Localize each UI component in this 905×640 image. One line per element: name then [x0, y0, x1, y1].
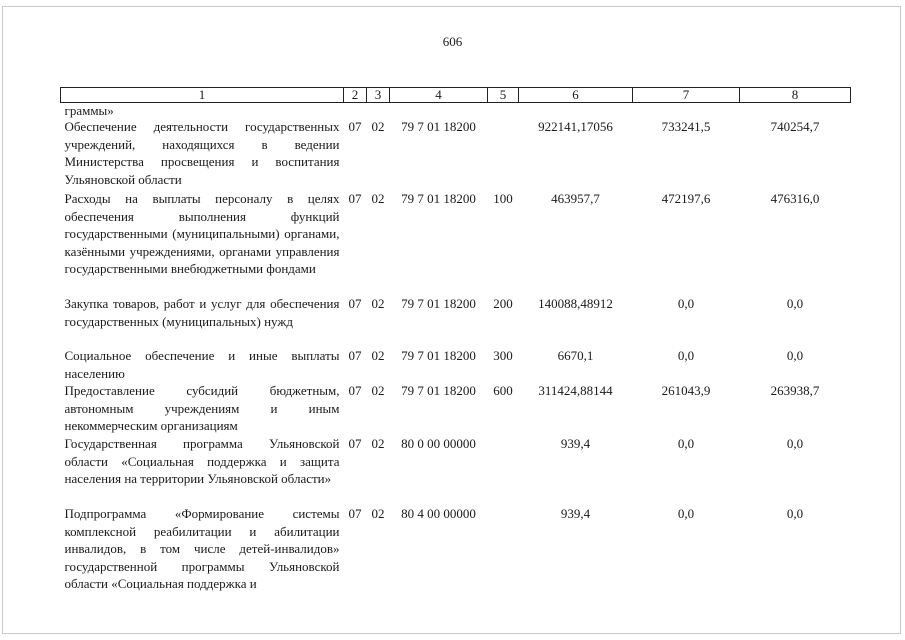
- row-expense-type: [488, 435, 519, 505]
- row-name: Расходы на выплаты персоналу в целях обеспечения выполнения функций государственными (муниципальными) органами, казёнными учреждениями, органами управления государственными внебюджетными фондами: [64, 191, 340, 276]
- row-expense-type: 100: [493, 191, 513, 206]
- row-name: Обеспечение деятельности государственных учреждений, находящихся в ведении Министерства просвещения и воспитания Ульяновской области: [64, 119, 340, 187]
- row-amount-7: 0,0: [677, 348, 695, 363]
- row-amount-6: 6670,1: [557, 348, 594, 363]
- continuation-row: [61, 103, 851, 119]
- row-subsection: 02: [371, 119, 385, 134]
- row-amount-8: 0,0: [786, 296, 804, 311]
- column-header: 1: [61, 88, 344, 103]
- row-amount-6: 311424,88144: [538, 383, 613, 398]
- row-expense-type: 300: [493, 348, 513, 363]
- row-amount-7: 0,0: [677, 436, 695, 451]
- row-name: Закупка товаров, работ и услуг для обеспечения государственных (муниципальных) нужд: [64, 296, 340, 329]
- row-section: 07: [348, 436, 362, 451]
- row-subsection: 02: [371, 383, 385, 398]
- row-section: 07: [348, 506, 362, 521]
- table-row: [61, 118, 851, 190]
- row-name: Предоставление субсидий бюджетным, автономным учреждениям и иным некоммерческим организациям: [64, 383, 340, 433]
- row-name: Государственная программа Ульяновской области «Социальная поддержка и защита населения на территории Ульяновской области»: [64, 436, 340, 486]
- row-amount-8: 476316,0: [770, 191, 820, 206]
- row-amount-8: 0,0: [786, 348, 804, 363]
- table-row: [61, 295, 851, 347]
- row-amount-6: 463957,7: [551, 191, 600, 206]
- table-header-row: [61, 88, 851, 103]
- row-section: 07: [348, 296, 362, 311]
- row-subsection: 02: [371, 348, 385, 363]
- table-row: [61, 382, 851, 435]
- row-name: Подпрограмма «Формирование системы комплексной реабилитации и абилитации инвалидов, в том числе детей-инвалидов» государственной программы Ульяновской области «Социальная поддержка и: [64, 506, 340, 591]
- row-name: Социальное обеспечение и иные выплаты населению: [64, 348, 340, 381]
- continuation-text: граммы»: [64, 103, 114, 118]
- row-amount-8: 740254,7: [770, 119, 820, 134]
- budget-table: [60, 87, 851, 593]
- table-row: [61, 190, 851, 295]
- column-header: 3: [367, 88, 390, 103]
- row-target-article: 79 7 01 18200: [401, 119, 476, 134]
- row-expense-type: [488, 505, 519, 593]
- row-target-article: 79 7 01 18200: [401, 296, 476, 311]
- row-section: 07: [348, 119, 362, 134]
- row-amount-7: 0,0: [677, 506, 695, 521]
- row-subsection: 02: [371, 191, 385, 206]
- row-amount-6: 939,4: [560, 436, 591, 451]
- row-amount-7: 733241,5: [661, 119, 711, 134]
- row-amount-8: 263938,7: [770, 383, 820, 398]
- column-header: 2: [344, 88, 367, 103]
- row-amount-7: 261043,9: [661, 383, 711, 398]
- column-header: 4: [390, 88, 488, 103]
- column-header: 7: [633, 88, 740, 103]
- table-row: [61, 347, 851, 382]
- row-expense-type: [488, 118, 519, 190]
- row-section: 07: [348, 348, 362, 363]
- table-row: [61, 435, 851, 505]
- row-amount-6: 140088,48912: [538, 296, 613, 311]
- row-amount-8: 0,0: [786, 506, 804, 521]
- page-number: 606: [442, 34, 463, 49]
- row-subsection: 02: [371, 506, 385, 521]
- row-subsection: 02: [371, 436, 385, 451]
- column-header: 5: [488, 88, 519, 103]
- row-target-article: 80 0 00 00000: [401, 436, 476, 451]
- row-amount-6: 922141,17056: [538, 119, 613, 134]
- row-amount-8: 0,0: [786, 436, 804, 451]
- row-amount-6: 939,4: [560, 506, 591, 521]
- column-header: 6: [519, 88, 633, 103]
- row-target-article: 79 7 01 18200: [401, 383, 476, 398]
- row-expense-type: 600: [493, 383, 513, 398]
- table-row: [61, 505, 851, 593]
- row-amount-7: 472197,6: [661, 191, 711, 206]
- row-subsection: 02: [371, 296, 385, 311]
- row-amount-7: 0,0: [677, 296, 695, 311]
- row-expense-type: 200: [493, 296, 513, 311]
- row-target-article: 80 4 00 00000: [401, 506, 476, 521]
- row-section: 07: [348, 191, 362, 206]
- row-target-article: 79 7 01 18200: [401, 191, 476, 206]
- column-header: 8: [740, 88, 851, 103]
- row-target-article: 79 7 01 18200: [401, 348, 476, 363]
- row-section: 07: [348, 383, 362, 398]
